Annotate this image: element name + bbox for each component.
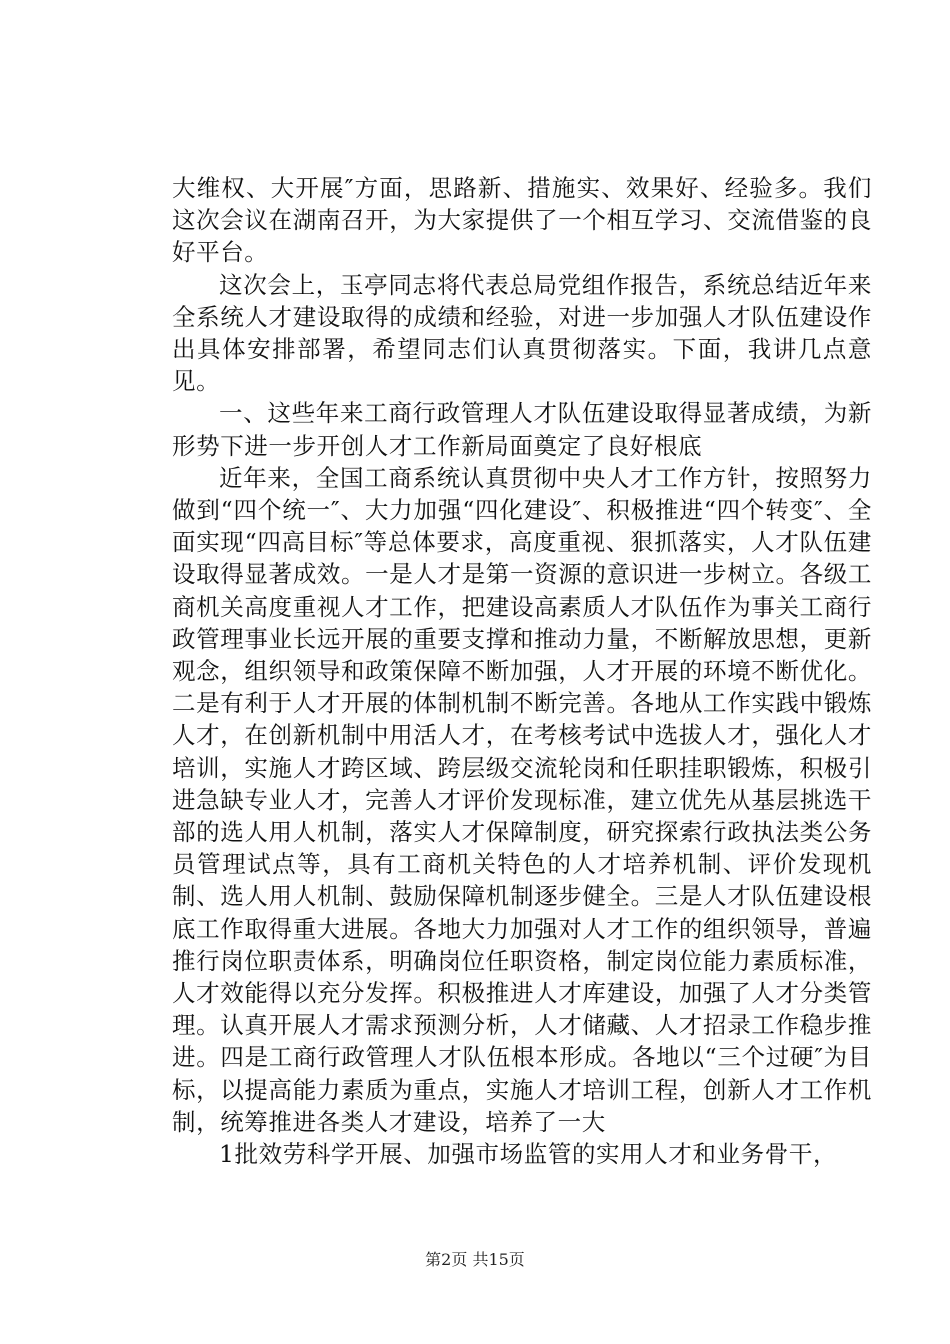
paragraph-3: 近年来，全国工商系统认真贯彻中央人才工作方针，按照努力做到“四个统一″、大力加强“四化建设″、积极推进“四个转变″、全面实现“四高目标″等总体要求，高度重视、狠抓落实，人才队伍建设取得显著成效。一是人才是第一资源的意识进一步树立。各级工商机关高度重视人才工作，把建设高素质人才队伍作为事关工商行政管理事业长远开展的重要支撑和推动力量，不断解放思想，更新观念，组织领导和政策保障不断加强，人才开展的环境不断优化。二是有利于人才开展的体制机制不断完善。各地从工作实践中锻炼人才，在创新机制中用活人才，在考核考试中选拔人才，强化人才培训，实施人才跨区域、跨层级交流轮岗和任职挂职锻炼，积极引进急缺专业人才，完善人才评价发现标准，建立优先从基层挑选干部的选人用人机制，落实人才保障制度，研究探索行政执法类公务员管理试点等，具有工商机关特色的人才培养机制、评价发现机制、选人用人机制、鼓励保障机制逐步健全。三是人才队伍建设根底工作取得重大进展。各地大力加强对人才工作的组织领导，普遍推行岗位职责体系，明确岗位任职资格，制定岗位能力素质标准，人才效能得以充分发挥。积极推进人才库建设，加强了人才分类管理。认真开展人才需求预测分析，人才储藏、人才招录工作稳步推进。四是工商行政管理人才队伍根本形成。各地以“三个过硬″为目标，以提高能力素质为重点，实施人才培训工程，创新人才工作机制，统筹推进各类人才建设，培养了一大 [172,463,872,1136]
paragraph-2: 这次会上，玉亭同志将代表总局党组作报告，系统总结近年来全系统人才建设取得的成绩和经验，对进一步加强人才队伍建设作出具体安排部署，希望同志们认真贯彻落实。下面，我讲几点意见。 [172,270,872,396]
document-body [172,172,872,1170]
page-number-footer: 第2页 共15页 [425,1250,525,1269]
paragraph-1: 大维权、大开展″方面，思路新、措施实、效果好、经验多。我们这次会议在湖南召开，为大家提供了一个相互学习、交流借鉴的良好平台。 [172,174,872,267]
paragraph-4: 1批效劳科学开展、加强市场监管的实用人才和业务骨干， [219,1140,838,1169]
section-heading-1: 一、这些年来工商行政管理人才队伍建设取得显著成绩，为新形势下进一步开创人才工作新局面奠定了良好根底 [172,399,872,460]
